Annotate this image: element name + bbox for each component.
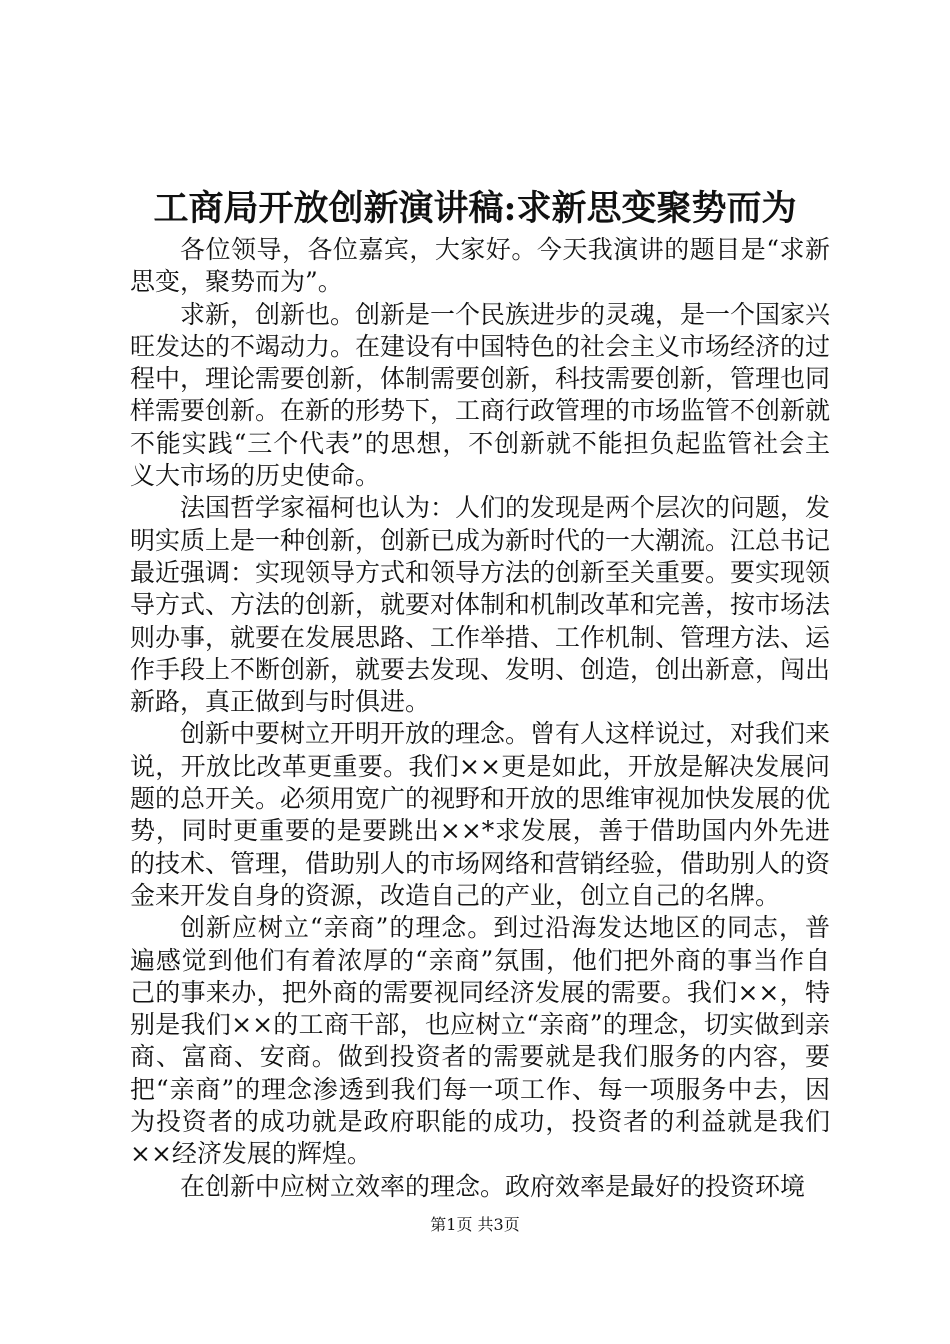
page-title: 工商局开放创新演讲稿:求新思变聚势而为 [153,188,797,229]
paragraph-efficiency: 在创新中应树立效率的理念。政府效率是最好的投资环境 [180,1171,806,1201]
paragraph-pro-business: 创新应树立“亲商”的理念。到过沿海发达地区的同志，普遍感觉到他们有着浓厚的“亲商”氛围，他们把外商的事当作自己的事来办，把外商的需要视同经济发展的需要。我们××，特别是我们××的工商干部，也应树立“亲商”的理念，切实做到亲商、富商、安商。做到投资者的需要就是我们服务的内容，要把“亲商”的理念渗透到我们每一项工作、每一项服务中去，因为投资者的成功就是政府职能的成功，投资者的利益就是我们××经济发展的辉煌。 [130,913,830,1169]
paragraph-openness: 创新中要树立开明开放的理念。曾有人这样说过，对我们来说，开放比改革更重要。我们××更是如此，开放是解决发展问题的总开关。必须用宽广的视野和开放的思维审视加快发展的优势，同时更重要的是要跳出××*求发展，善于借助国内外先进的技术、管理，借助别人的市场网络和营销经验，借助别人的资金来开发自身的资源，改造自己的产业，创立自己的名牌。 [130,719,831,910]
paragraph-foucault: 法国哲学家福柯也认为：人们的发现是两个层次的问题，发明实质上是一种创新，创新已成为新时代的一大潮流。江总书记最近强调：实现领导方式和领导方法的创新至关重要。要实现领导方式、方法的创新，就要对体制和机制改革和完善，按市场法则办事，就要在发展思路、工作举措、工作机制、管理方法、运作手段上不断创新，就要去发现、发明、创造，创出新意，闯出新路，真正做到与时俱进。 [130,493,831,717]
paragraph-greeting: 各位领导，各位嘉宾，大家好。今天我演讲的题目是“求新思变，聚势而为”。 [130,235,830,297]
paragraph-innovation: 求新，创新也。创新是一个民族进步的灵魂，是一个国家兴旺发达的不竭动力。在建设有中国特色的社会主义市场经济的过程中，理论需要创新，体制需要创新，科技需要创新，管理也同样需要创新。在新的形势下，工商行政管理的市场监管不创新就不能实践“三个代表”的思想，不创新就不能担负起监管社会主义大市场的历史使命。 [130,299,831,491]
document-body [130,234,830,1203]
page-number-footer: 第1页 共3页 [430,1215,520,1234]
